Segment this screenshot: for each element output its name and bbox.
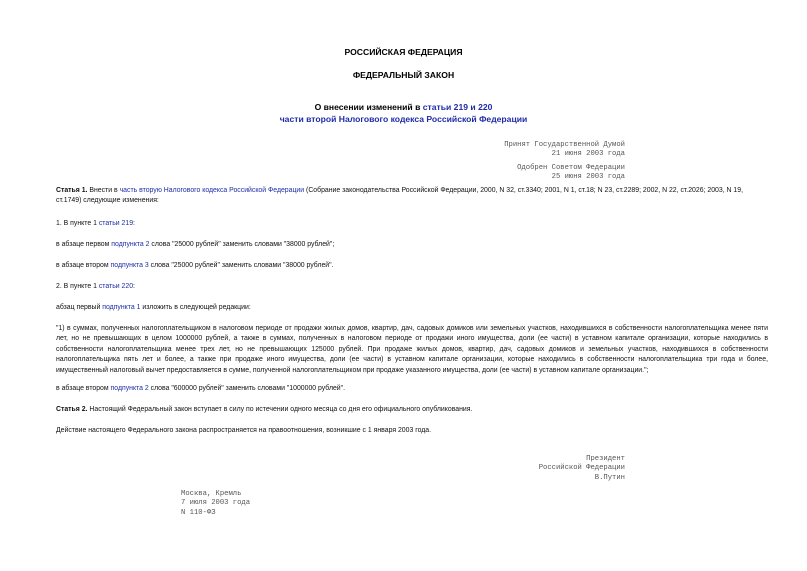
item1-pre: 1. В пункте 1 <box>56 220 99 227</box>
article1-text-pre: Внести в <box>87 187 120 194</box>
article2-effect: Действие настоящего Федерального закона распространяется на правоотношения, возникшие с 1 января 2003 года. <box>56 427 432 434</box>
approval-date: 25 июня 2003 года <box>551 173 625 182</box>
place: Москва, Кремль <box>181 490 242 498</box>
item1-b-post: слова "25000 рублей" заменить словами "38000 рублей". <box>148 262 334 269</box>
adoption-duma <box>504 141 625 160</box>
item1-post: : <box>133 220 135 227</box>
adoption-duma-line: Принят Государственной Думой <box>504 141 625 149</box>
item1 <box>56 219 768 229</box>
law-type-heading: ФЕДЕРАЛЬНЫЙ ЗАКОН <box>352 70 455 80</box>
place-date-block <box>181 490 250 518</box>
law-title <box>0 101 807 125</box>
item2-b-pre: в абзаце втором <box>56 385 111 392</box>
subclause-2-link[interactable]: подпункта 2 <box>111 241 150 248</box>
item2-a-post: изложить в следующей редакции: <box>140 304 251 311</box>
article1-paragraph <box>56 186 768 207</box>
article-220-link[interactable]: статьи 220 <box>98 283 134 290</box>
item2-b-post: слова "600000 рублей" заменить словами "1000000 рублей". <box>148 385 346 392</box>
item1-a-pre: в абзаце первом <box>56 241 112 248</box>
article2-label: Статья 2. <box>56 406 88 413</box>
articles-219-220-link[interactable]: статьи 219 и 220 <box>422 102 493 112</box>
signature-name: В.Путин <box>594 473 625 482</box>
adoption-duma-date: 21 июня 2003 года <box>551 150 625 159</box>
signature-block <box>539 455 625 483</box>
subclause-1-link[interactable]: подпункта 1 <box>102 304 141 311</box>
item2-b <box>56 384 768 394</box>
signing-date: 7 июля 2003 года <box>181 499 251 508</box>
tax-code-part2-link[interactable]: часть вторую Налогового кодекса Российской Федерации <box>119 187 305 194</box>
signature-country: Российской Федерации <box>538 464 625 473</box>
article1-text-post: (Собрание законодательства Российской Федерации, 2000, N 32, ст.3340; 2001, N 1, ст.18; N 23, ст.2289; 2002, N 22, ст.2026; 2003, N 19, ст.1749) следующие изменения: <box>56 187 743 205</box>
approval-federation-council <box>517 164 625 183</box>
item1-b <box>56 261 768 271</box>
item1-a <box>56 240 768 250</box>
item1-b-pre: в абзаце втором <box>56 262 111 269</box>
signature-title: Президент <box>586 455 625 463</box>
item2-pre: 2. В пункте 1 <box>56 283 99 290</box>
item2-a-pre: абзац первый <box>56 304 103 311</box>
law-number: N 110-ФЗ <box>181 508 216 517</box>
subclause-2-link-b[interactable]: подпункта 2 <box>110 385 149 392</box>
article2-paragraph <box>56 405 768 415</box>
country-heading: РОССИЙСКАЯ ФЕДЕРАЦИЯ <box>344 47 463 57</box>
new-subclause-quote: "1) в суммах, полученных налогоплательщиком в налоговом периоде от продажи жилых домов, квартир, дач, садовых домиков или земельных участков, находившихся в собственности налогоплательщика менее пяти лет, но не превышающих в целом 1000000 рублей, а также в суммах, полученных в налоговом периоде от продажи иного имущества, доли (ее части) в уставном капитале организации, которые находились в собственности налогоплательщика менее трех лет, но не превышающих 125000 рублей. При продаже жилых домов, квартир, дач, садовых домиков и земельных участков, находившихся в собственности налогоплательщика пять лет и более, а также при продаже иного имущества, доли (ее части) в уставном капитале организации, которые находились в собственности налогоплательщика три года и более, имущественный налоговый вычет предоставляется в сумме, полученной налогоплательщиком при продаже указанного имущества, доли (ее части) в уставном капитале организации."; <box>56 325 768 374</box>
article2-text: Настоящий Федеральный закон вступает в силу по истечении одного месяца со дня его официального опубликования. <box>87 406 473 413</box>
tax-code-part2-title-link[interactable]: части второй Налогового кодекса Российской Федерации <box>279 114 528 124</box>
item2-post: : <box>133 283 135 290</box>
article1-label: Статья 1. <box>56 187 88 194</box>
item1-a-post: слова "25000 рублей" заменить словами "38000 рублей"; <box>149 241 335 248</box>
subclause-3-link[interactable]: подпункта 3 <box>110 262 149 269</box>
article-219-link[interactable]: статьи 219 <box>98 220 134 227</box>
approval-line: Одобрен Советом Федерации <box>517 164 625 172</box>
item2 <box>56 282 768 292</box>
law-title-prefix: О внесении изменений в <box>314 102 423 112</box>
item2-a <box>56 303 768 313</box>
